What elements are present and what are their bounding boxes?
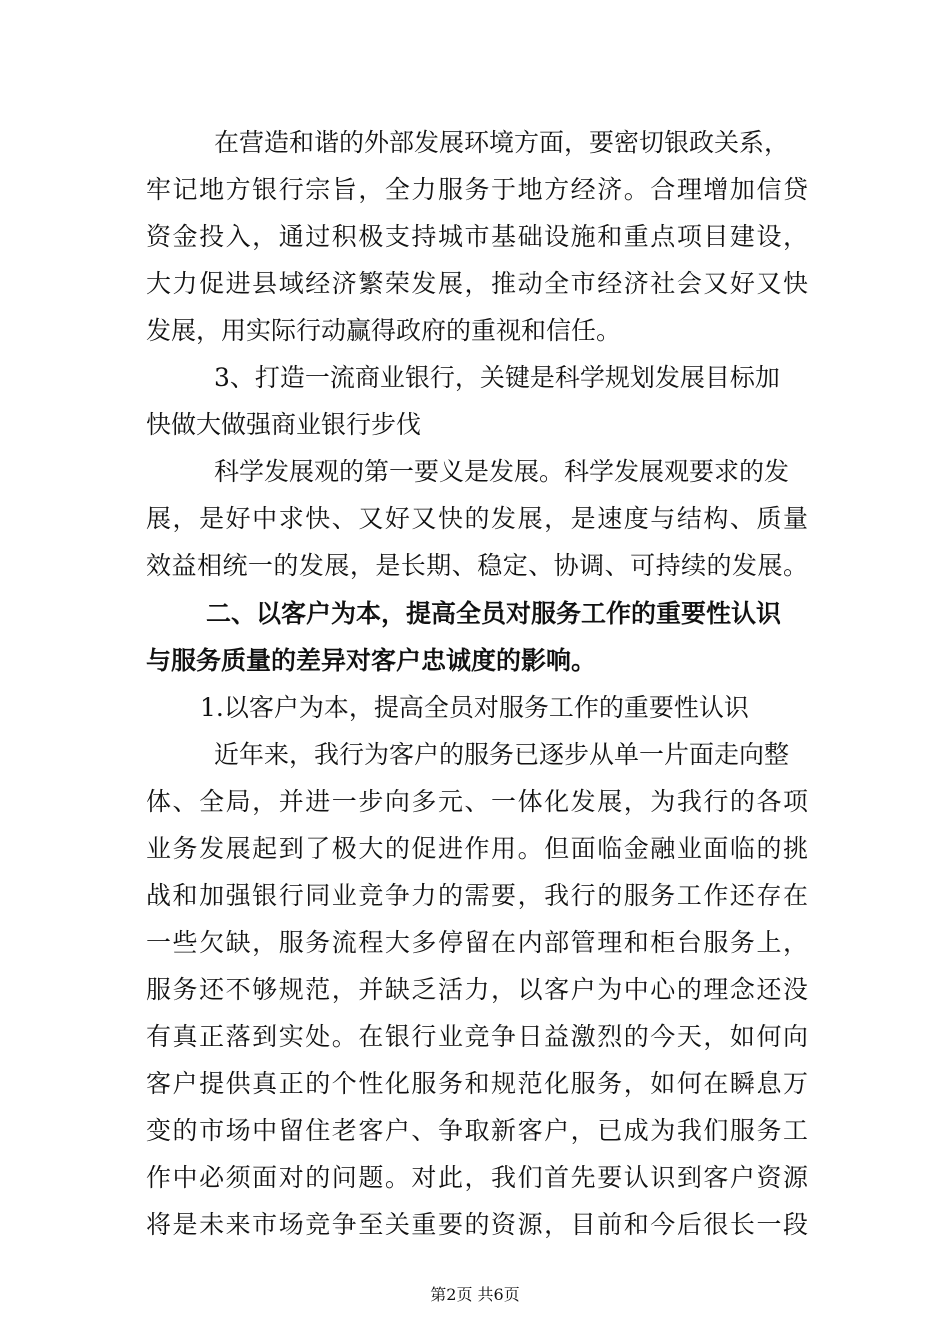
paragraph-line: 有真正落到实处。在银行业竞争日益激烈的今天，如何向 [146,1022,808,1051]
page-number: 第2页 共6页 [430,1285,520,1304]
paragraph-line: 客户提供真正的个性化服务和规范化服务，如何在瞬息万 [146,1069,808,1098]
subsection-heading: 3、打造一流商业银行，关键是科学规划发展目标加 [214,363,780,392]
paragraph-line: 效益相统一的发展，是长期、稳定、协调、可持续的发展。 [146,551,808,580]
paragraph-line: 近年来，我行为客户的服务已逐步从单一片面走向整 [214,740,790,769]
paragraph-line: 展，是好中求快、又好又快的发展，是速度与结构、质量 [146,504,808,533]
paragraph-line: 战和加强银行同业竞争力的需要，我行的服务工作还存在 [146,881,808,910]
paragraph-line: 业务发展起到了极大的促进作用。但面临金融业面临的挑 [146,834,808,863]
paragraph-line: 一些欠缺，服务流程大多停留在内部管理和柜台服务上， [146,928,808,957]
paragraph-line: 大力促进县域经济繁荣发展，推动全市经济社会又好又快 [146,269,808,298]
paragraph-line: 服务还不够规范，并缺乏活力，以客户为中心的理念还没 [146,975,808,1004]
paragraph-line: 变的市场中留住老客户、争取新客户，已成为我们服务工 [146,1116,808,1145]
paragraph-line: 资金投入，通过积极支持城市基础设施和重点项目建设， [146,222,808,251]
subsection-heading: 1.以客户为本，提高全员对服务工作的重要性认识 [200,693,749,722]
section-heading: 二、以客户为本，提高全员对服务工作的重要性认识 [206,599,782,628]
subsection-heading: 快做大做强商业银行步伐 [146,410,422,439]
paragraph-line: 将是未来市场竞争至关重要的资源，目前和今后很长一段 [146,1210,808,1239]
section-heading: 与服务质量的差异对客户忠诚度的影响。 [146,646,597,675]
paragraph-line: 发展，用实际行动赢得政府的重视和信任。 [146,316,622,345]
paragraph-line: 在营造和谐的外部发展环境方面，要密切银政关系， [214,128,790,157]
paragraph-line: 体、全局，并进一步向多元、一体化发展，为我行的各项 [146,787,808,816]
paragraph-line: 作中必须面对的问题。对此，我们首先要认识到客户资源 [146,1163,808,1192]
paragraph-line: 科学发展观的第一要义是发展。科学发展观要求的发 [214,457,790,486]
paragraph-line: 牢记地方银行宗旨，全力服务于地方经济。合理增加信贷 [146,175,808,204]
